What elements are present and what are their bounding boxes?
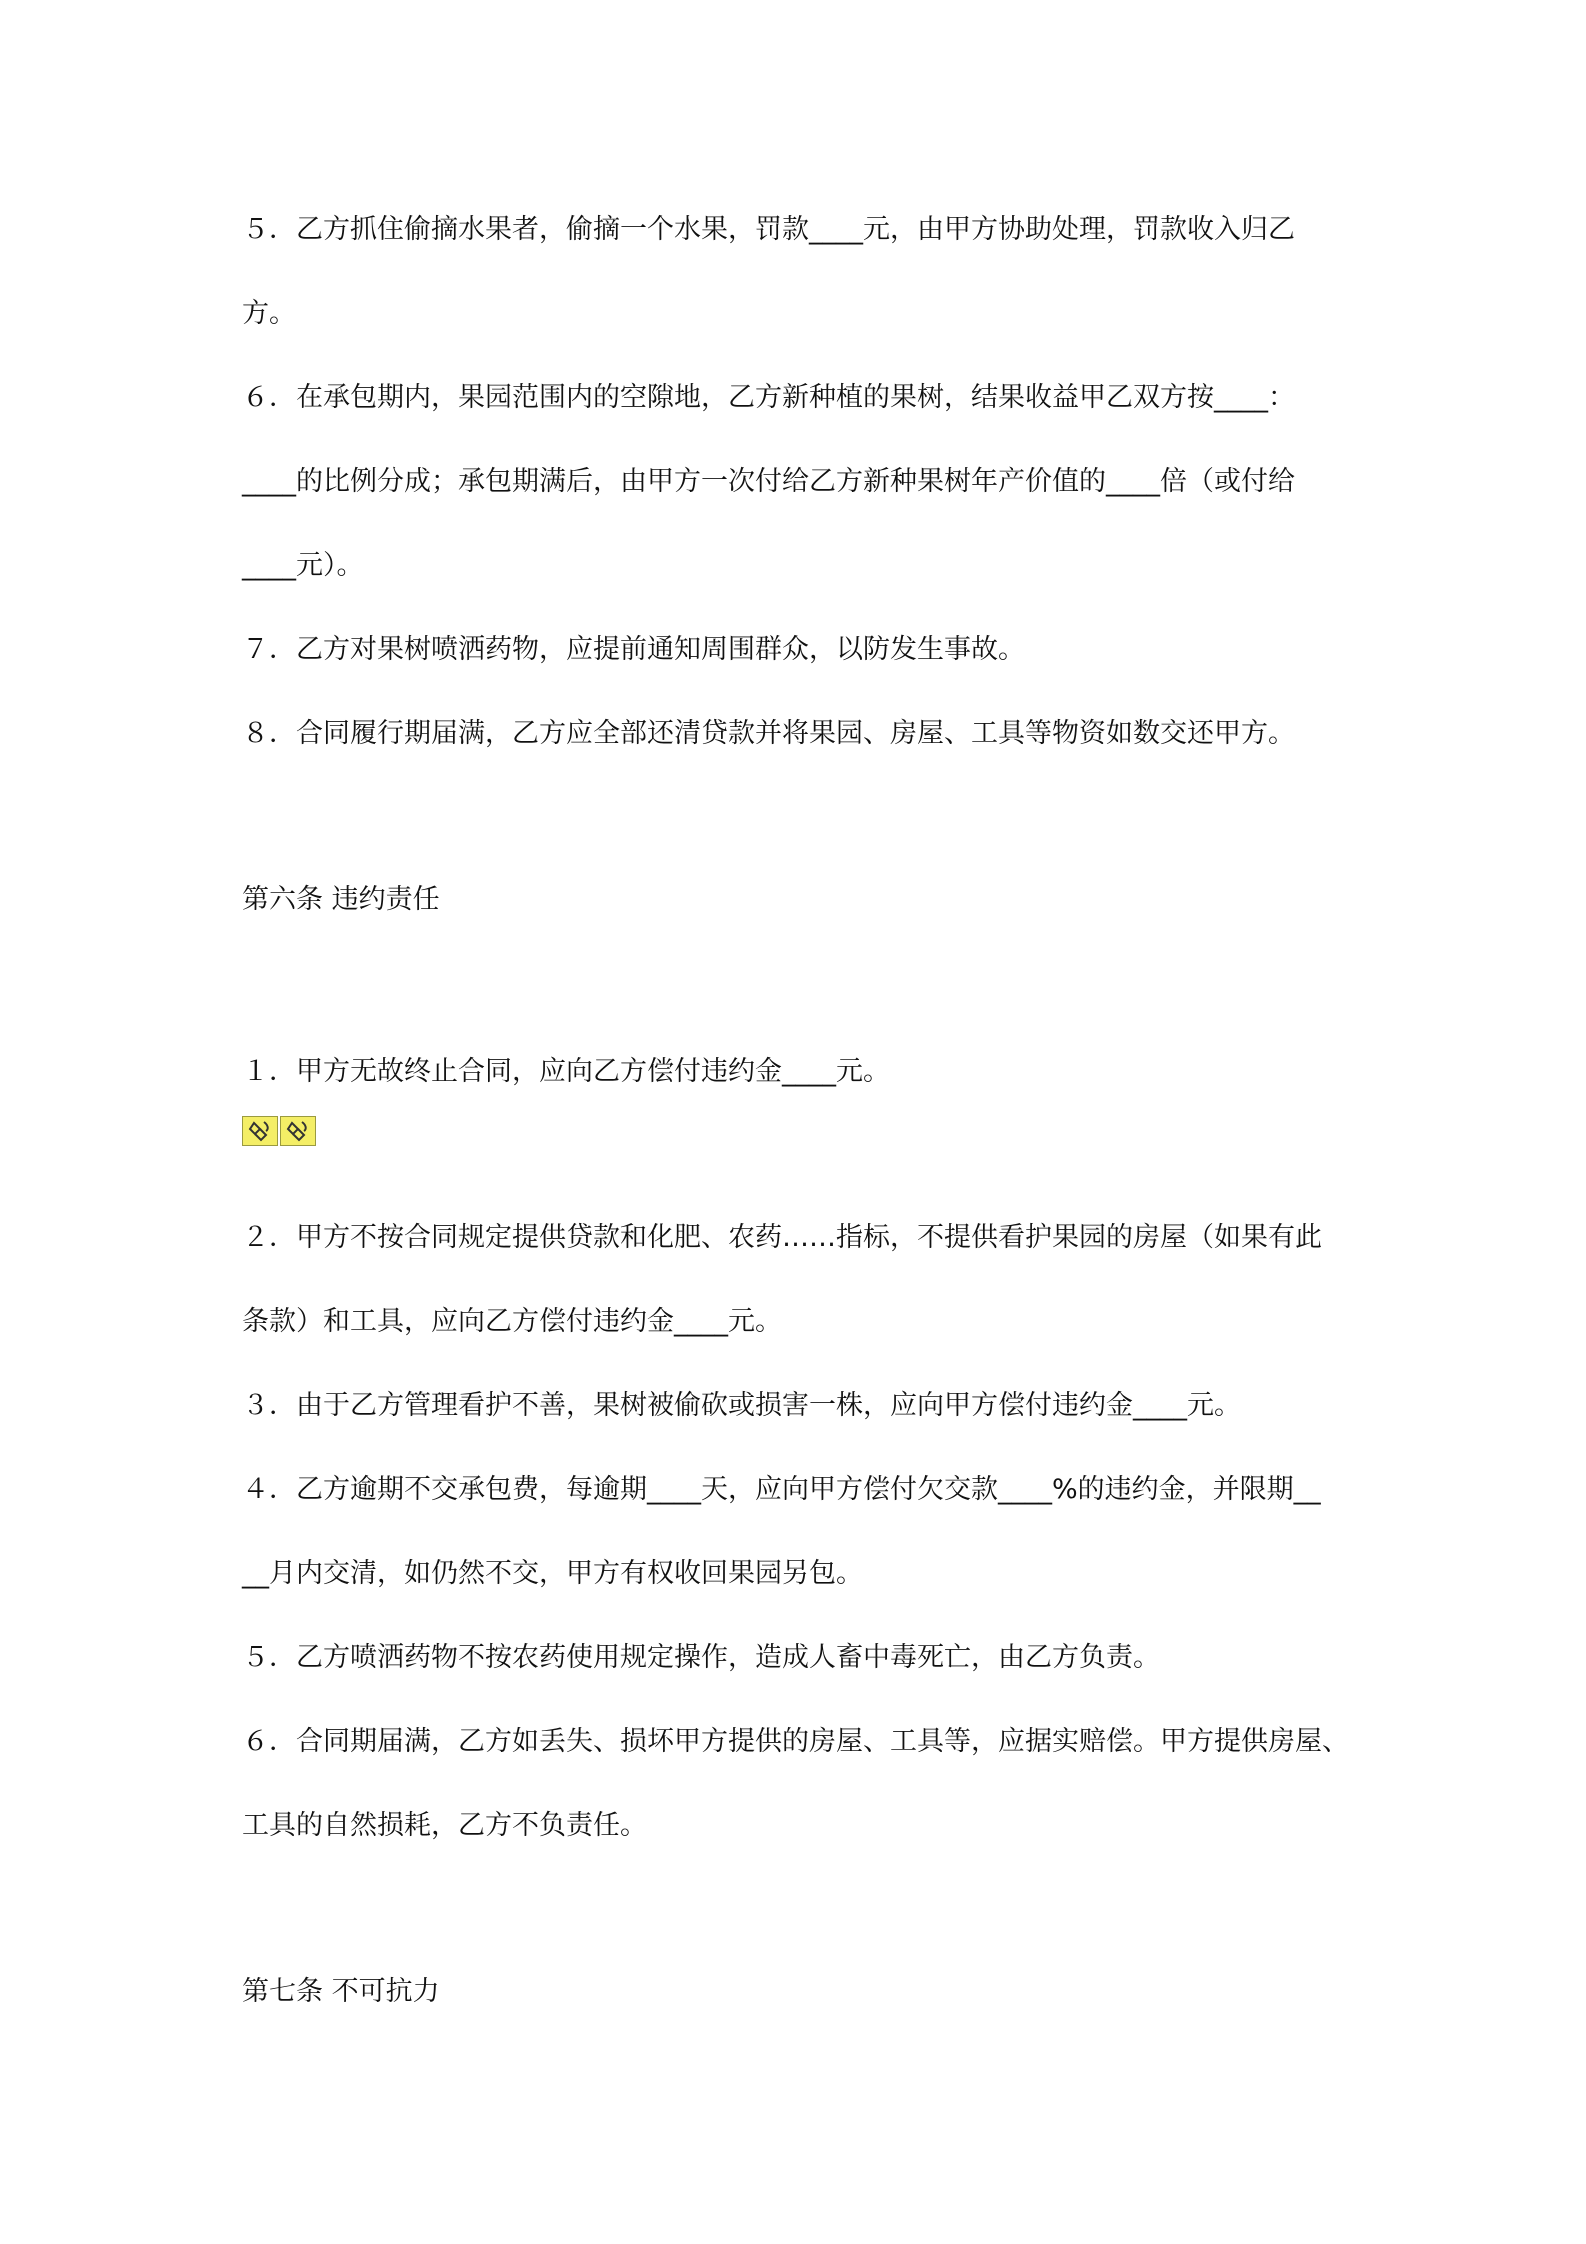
clause-5-6-line-2: ____的比例分成；承包期满后，由甲方一次付给乙方新种果树年产价值的____倍（或付给 xyxy=(242,466,1295,497)
article-7-heading: 第七条 不可抗力 xyxy=(242,1976,440,2007)
clause-6-4-line-2: __月内交清，如仍然不交，甲方有权收回果园另包。 xyxy=(242,1558,863,1589)
hyperlink-icon[interactable] xyxy=(242,1116,278,1146)
clause-6-1: １．甲方无故终止合同，应向乙方偿付违约金____元。 xyxy=(242,1056,890,1087)
clause-5-7: ７．乙方对果树喷洒药物，应提前通知周围群众，以防发生事故。 xyxy=(242,634,1025,665)
clause-6-5: ５．乙方喷洒药物不按农药使用规定操作，造成人畜中毒死亡，由乙方负责。 xyxy=(242,1642,1160,1673)
hyperlink-marker[interactable] xyxy=(242,1116,316,1146)
clause-6-2-line-1: ２．甲方不按合同规定提供贷款和化肥、农药……指标，不提供看护果园的房屋（如果有此 xyxy=(242,1222,1322,1253)
clause-5-8: ８．合同履行期届满，乙方应全部还清贷款并将果园、房屋、工具等物资如数交还甲方。 xyxy=(242,718,1295,749)
hyperlink-icon-glyph xyxy=(247,1119,273,1143)
clause-6-4-line-1: ４．乙方逾期不交承包费，每逾期____天，应向甲方偿付欠交款____%的违约金，并限期__ xyxy=(242,1474,1321,1505)
clause-5-6-line-3: ____元）。 xyxy=(242,550,364,581)
clause-5-6-line-1: ６．在承包期内，果园范围内的空隙地，乙方新种植的果树，结果收益甲乙双方按____： xyxy=(242,382,1295,413)
clause-5-5-line-2: 方。 xyxy=(242,298,296,329)
article-6-heading: 第六条 违约责任 xyxy=(242,884,440,915)
clause-6-6-line-2: 工具的自然损耗，乙方不负责任。 xyxy=(242,1810,647,1841)
clause-6-3: ３．由于乙方管理看护不善，果树被偷砍或损害一株，应向甲方偿付违约金____元。 xyxy=(242,1390,1241,1421)
hyperlink-icon[interactable] xyxy=(280,1116,316,1146)
clause-6-6-line-1: ６．合同期届满，乙方如丢失、损坏甲方提供的房屋、工具等，应据实赔偿。甲方提供房屋、 xyxy=(242,1726,1349,1757)
clause-6-2-line-2: 条款）和工具，应向乙方偿付违约金____元。 xyxy=(242,1306,782,1337)
clause-5-5-line-1: ５．乙方抓住偷摘水果者，偷摘一个水果，罚款____元，由甲方协助处理，罚款收入归乙 xyxy=(242,214,1295,245)
hyperlink-icon-glyph xyxy=(285,1119,311,1143)
